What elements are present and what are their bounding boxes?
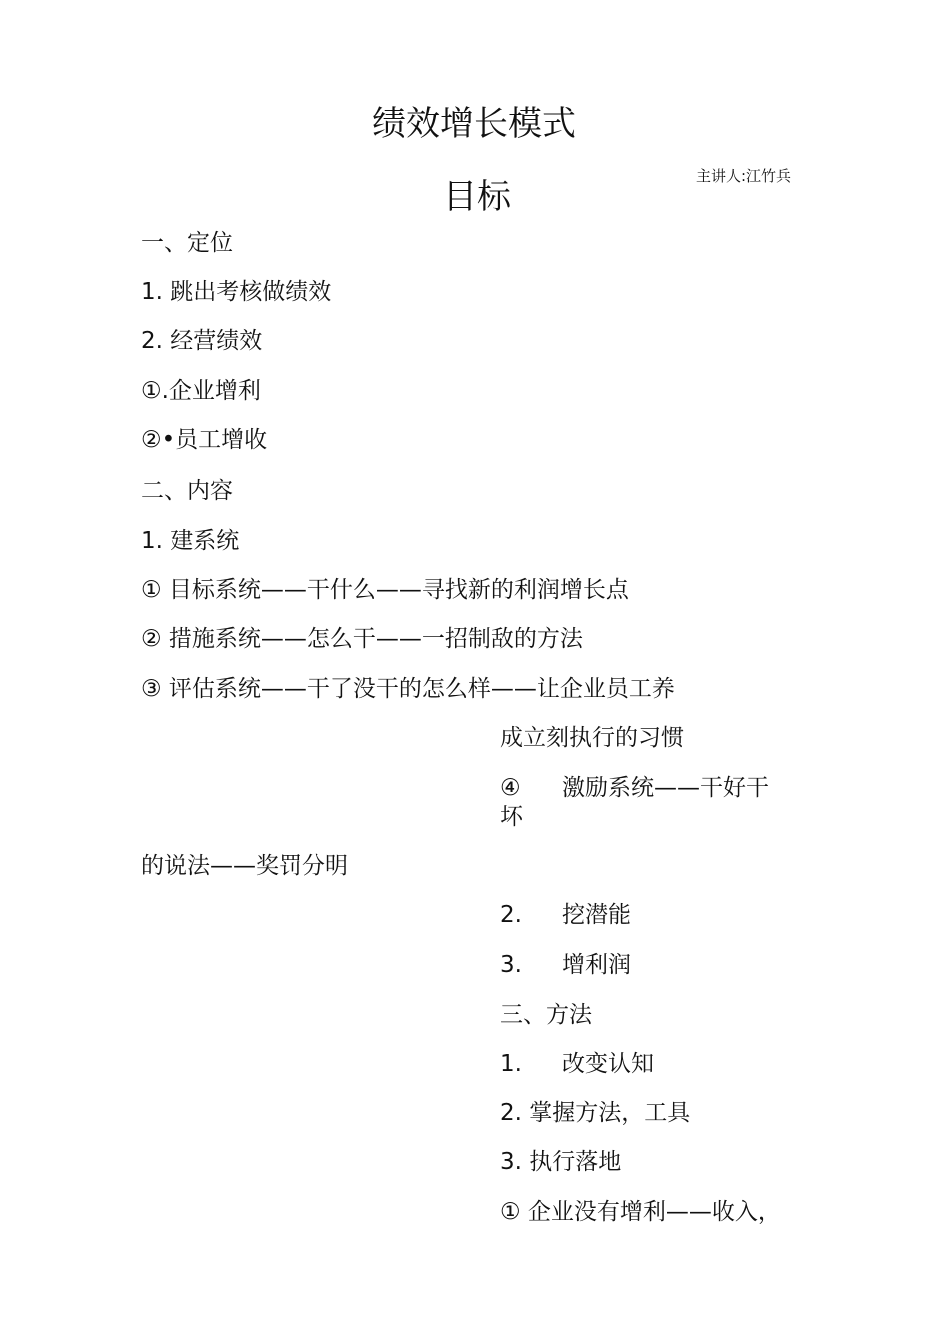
list-item-number: 2. xyxy=(500,902,522,928)
list-item-number: 3. xyxy=(500,952,522,978)
list-item: ①.企业增利 xyxy=(141,378,261,404)
list-item: 2. 掌握方法，工具 xyxy=(500,1100,691,1126)
heading-content: 二、内容 xyxy=(141,478,233,504)
section-subtitle: 目标 xyxy=(443,177,511,217)
list-item: ① 企业没有增利——收入， xyxy=(500,1199,781,1225)
list-item: ③ 评估系统——干了没干的怎么样——让企业员工养 xyxy=(141,676,675,702)
list-item-continuation: 成立刻执行的习惯 xyxy=(500,725,684,751)
list-item: ②•员工增收 xyxy=(141,427,268,453)
list-item: 2. 经营绩效 xyxy=(141,328,263,354)
list-item-continuation: 的说法——奖罚分明 xyxy=(141,853,348,879)
heading-positioning: 一、定位 xyxy=(141,230,233,256)
list-item: 激励系统——干好干 xyxy=(562,775,769,801)
list-item: 增利润 xyxy=(562,952,631,978)
list-item: 1. 跳出考核做绩效 xyxy=(141,279,332,305)
list-item: 1. 建系统 xyxy=(141,528,240,554)
list-item: 挖潜能 xyxy=(562,902,631,928)
heading-method: 三、方法 xyxy=(500,1002,592,1028)
list-item-number: 1. xyxy=(500,1051,522,1077)
list-item-wrap: 坏 xyxy=(500,804,523,830)
list-item: 改变认知 xyxy=(562,1051,654,1077)
list-item-number: ④ xyxy=(500,775,521,801)
list-item: ① 目标系统——干什么——寻找新的利润增长点 xyxy=(141,577,629,603)
list-item: 3. 执行落地 xyxy=(500,1149,622,1175)
speaker-credit: 主讲人:江竹兵 xyxy=(696,167,792,185)
document-title: 绩效增长模式 xyxy=(372,104,576,144)
list-item: ② 措施系统——怎么干——一招制敌的方法 xyxy=(141,626,583,652)
